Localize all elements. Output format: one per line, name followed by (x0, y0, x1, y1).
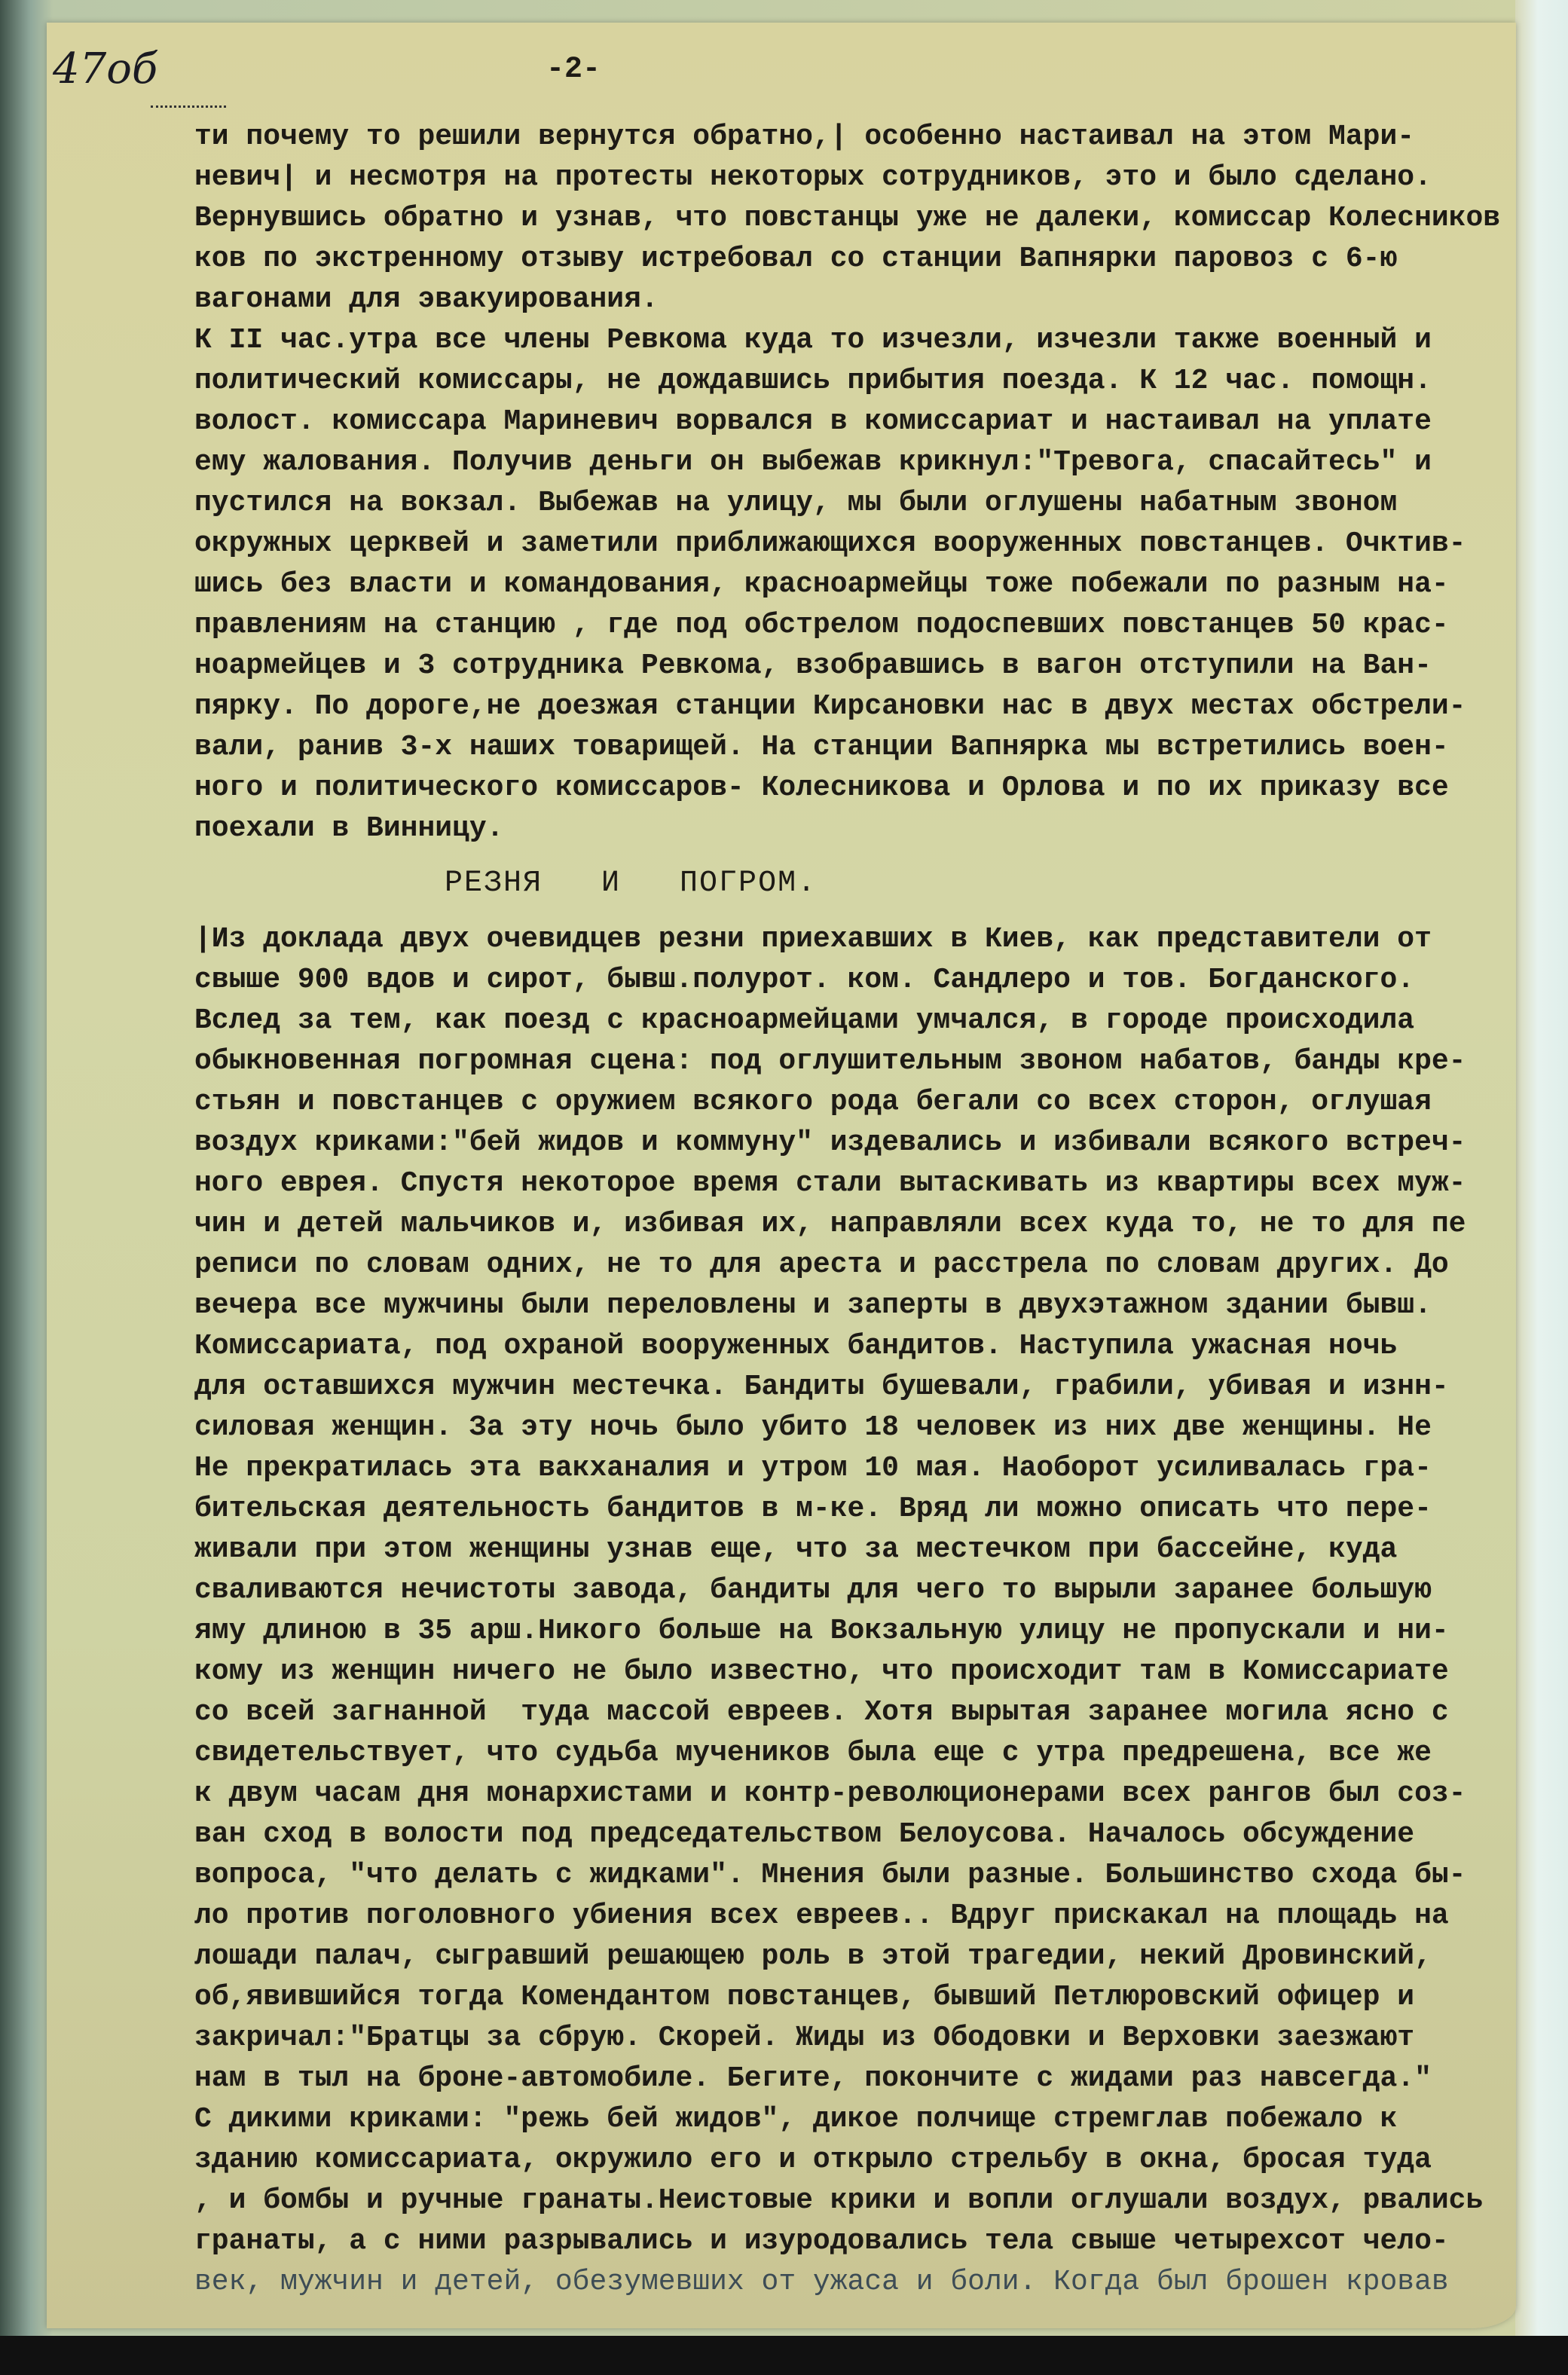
bottom-shadow (0, 2336, 1568, 2375)
text-line: живали при этом женщины узнав еще, что за местечком при бассейне, куда (194, 1533, 1398, 1566)
text-line: правлениям на станцию , где под обстрелом подоспевших повстанцев 50 крас- (194, 609, 1449, 641)
text-line: Комиссариата, под охраной вооруженных бандитов. Наступила ужасная ночь (194, 1330, 1398, 1362)
text-line: чин и детей мальчиков и, избивая их, направляли всех куда то, не то для пе (194, 1208, 1466, 1240)
text-line: закричал:"Братцы за сбрую. Скорей. Жиды из Ободовки и Верховки заезжают (194, 2022, 1415, 2054)
text-line: , и бомбы и ручные гранаты.Неистовые крики и вопли оглушали воздух, рвались (194, 2184, 1484, 2217)
text-line: волост. комиссара Мариневич ворвался в комиссариат и настаивал на уплате (194, 405, 1432, 438)
text-line: ван сход в волости под председательством Белоусова. Началось обсуждение (194, 1818, 1415, 1851)
text-line: обыкновенная погромная сцена: под оглушительным звоном набатов, банды кре- (194, 1045, 1466, 1077)
text-line: бительская деятельность бандитов в м-ке. Вряд ли можно описать что пере- (194, 1493, 1432, 1525)
text-line: к двум часам дня монархистами и контр-революционерами всех рангов был соз- (194, 1777, 1466, 1810)
text-line: поехали в Винницу. (194, 812, 504, 845)
text-line: сваливаются нечистоты завода, бандиты для чего то вырыли заранее большую (194, 1574, 1432, 1606)
text-line: зданию комиссариата, окружило его и открыло стрельбу в окна, бросая туда (194, 2144, 1432, 2176)
dotted-line (151, 105, 226, 108)
text-line: об,явившийся тогда Комендантом повстанцев, бывший Петлюровский офицер и (194, 1981, 1415, 2013)
text-line: свидетельствует, что судьба мучеников была еще с утра предрешена, все же (194, 1737, 1432, 1769)
text-line: |Из доклада двух очевидцев резни приехавших в Киев, как представители от (194, 923, 1432, 955)
text-line: гранаты, а с ними разрывались и изуродовались тела свыше четырехсот чело- (194, 2225, 1449, 2257)
text-line: ему жалования. Получив деньги он выбежав крикнул:"Тревога, спасайтесь" и (194, 446, 1432, 478)
text-line: С дикими криками: "режь бей жидов", дикое полчище стремглав побежало к (194, 2103, 1398, 2135)
text-line: шись без власти и командования, красноармейцы тоже побежали по разным на- (194, 568, 1449, 601)
text-line: вагонами для эвакуирования. (194, 283, 659, 316)
text-line: нам в тыл на броне-автомобиле. Бегите, покончите с жидами раз навсегда." (194, 2062, 1432, 2095)
text-line: вопроса, "что делать с жидками". Мнения были разные. Большинство схода бы- (194, 1859, 1466, 1891)
section-heading: РЕЗНЯ И ПОГРОМ. (445, 867, 818, 900)
text-line: окружных церквей и заметили приближающихся вооруженных повстанцев. Очктив- (194, 527, 1466, 560)
text-line: век, мужчин и детей, обезумевших от ужаса и боли. Когда был брошен кровав (194, 2266, 1449, 2298)
text-line: пустился на вокзал. Выбежав на улицу, мы были оглушены набатным звоном (194, 487, 1398, 519)
text-line: ло против поголовного убиения всех евреев.. Вдруг прискакал на площадь на (194, 1900, 1449, 1932)
text-line: воздух криками:"бей жидов и коммуну" издевались и избивали всякого встреч- (194, 1126, 1466, 1159)
text-line: невич| и несмотря на протесты некоторых сотрудников, это и было сделано. (194, 161, 1432, 194)
text-line: кому из женщин ничего не было известно, что происходит там в Комиссариате (194, 1655, 1449, 1688)
text-line: Не прекратилась эта вакханалия и утром 10 мая. Наоборот усиливалась гра- (194, 1452, 1432, 1484)
text-line: К II час.утра все члены Ревкома куда то изчезли, изчезли также военный и (194, 324, 1432, 356)
text-line: свыше 900 вдов и сирот, бывш.полурот. ком. Сандлеро и тов. Богданского. (194, 964, 1415, 996)
text-line: реписи по словам одних, не то для ареста и расстрела по словам других. До (194, 1249, 1449, 1281)
text-line: Вернувшись обратно и узнав, что повстанцы уже не далеки, комиссар Колесников (194, 202, 1501, 234)
right-edge (1515, 0, 1568, 2375)
text-line: вечера все мужчины были переловлены и заперты в двухэтажном здании бывш. (194, 1289, 1432, 1322)
text-line: лошади палач, сыгравший решающею роль в этой трагедии, некий Дровинский, (194, 1940, 1432, 1973)
text-line: политический комиссары, не дождавшись прибытия поезда. К 12 час. помощн. (194, 365, 1432, 397)
text-line: ноармейцев и 3 сотрудника Ревкома, взобравшись в вагон отступили на Ван- (194, 650, 1432, 682)
text-line: ного еврея. Спустя некоторое время стали вытаскивать из квартиры всех муж- (194, 1167, 1466, 1200)
text-line: вали, ранив 3-х наших товарищей. На станции Вапнярка мы встретились воен- (194, 731, 1449, 763)
text-line: ти почему то решили вернутся обратно,| особенно настаивал на этом Мари- (194, 121, 1415, 153)
text-line: Вслед за тем, как поезд с красноармейцами умчался, в городе происходила (194, 1004, 1415, 1037)
page-number: -2- (546, 53, 601, 87)
text-line: со всей загнанной туда массой евреев. Хотя вырытая заранее могила ясно с (194, 1696, 1449, 1729)
text-line: ного и политического комиссаров- Колесникова и Орлова и по их приказу все (194, 772, 1449, 804)
text-line: для оставшихся мужчин местечка. Бандиты бушевали, грабили, убивая и изнн- (194, 1371, 1449, 1403)
text-line: пярку. По дороге,не доезжая станции Кирсановки нас в двух местах обстрели- (194, 690, 1466, 723)
handwritten-folio-note: 47об (53, 44, 158, 93)
text-line: ков по экстренному отзыву истребовал со станции Вапнярки паровоз с 6-ю (194, 243, 1398, 275)
text-line: яму длиною в 35 арш.Никого больше на Вокзальную улицу не пропускали и ни- (194, 1615, 1449, 1647)
text-line: стьян и повстанцев с оружием всякого рода бегали со всех сторон, оглушая (194, 1086, 1432, 1118)
text-line: силовая женщин. За эту ночь было убито 18 человек из них две женщины. Не (194, 1411, 1432, 1444)
